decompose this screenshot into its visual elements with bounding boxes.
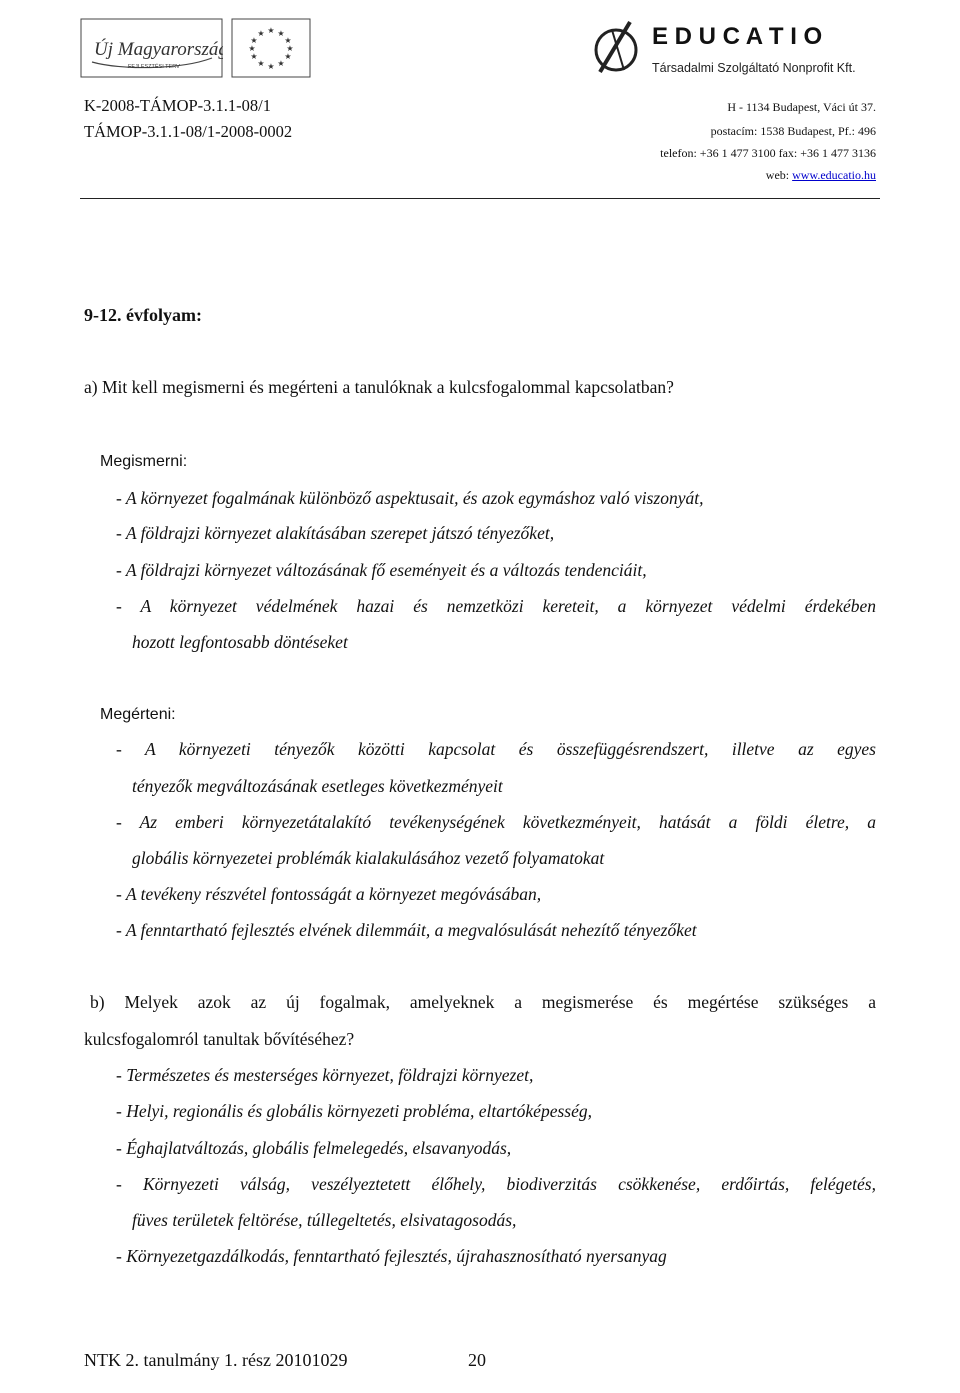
list-item-continued: hozott legfontosabb döntéseket: [132, 632, 348, 652]
megerteni-label: Megérteni:: [100, 706, 176, 723]
svg-text:★: ★: [250, 36, 258, 45]
question-b-line2: kulcsfogalomról tanultak bővítéséhez?: [84, 1029, 355, 1049]
footer-doc-id: NTK 2. tanulmány 1. rész 20101029: [84, 1350, 348, 1370]
svg-text:★: ★: [277, 29, 285, 38]
educatio-wordmark: E D U C A T I O: [652, 23, 823, 50]
svg-text:★: ★: [284, 36, 292, 45]
section-title: 9-12. évfolyam:: [84, 305, 202, 325]
svg-text:★: ★: [257, 59, 265, 68]
svg-text:★: ★: [267, 26, 275, 35]
list-item: - Helyi, regionális és globális környezeti probléma, eltartóképesség,: [116, 1101, 592, 1121]
list-item: - A fenntartható fejlesztés elvének dilemmáit, a megvalósulását nehezítő tényezőket: [116, 920, 697, 940]
address: H - 1134 Budapest, Váci út 37.: [727, 100, 876, 114]
list-item: - A tevékeny részvétel fontosságát a környezet megóvásában,: [116, 884, 542, 904]
list-item: - Az emberi környezetátalakító tevékenységének következményeit, hatását a földi életre, a: [116, 812, 876, 832]
list-item: - A környezet védelmének hazai és nemzetközi kereteit, a környezet védelmi érdekében: [116, 596, 876, 616]
svg-text:★: ★: [257, 29, 265, 38]
web-link[interactable]: www.educatio.hu: [792, 168, 876, 182]
svg-text:★: ★: [284, 52, 292, 61]
phone-fax: telefon: +36 1 477 3100 fax: +36 1 477 3136: [660, 146, 876, 160]
list-item-continued: tényezők megváltozásának esetleges következményeit: [132, 776, 503, 796]
educatio-logo-graphic: [590, 14, 890, 80]
eu-stars-icon: [231, 18, 311, 78]
list-item: - Környezetgazdálkodás, fenntartható fejlesztés, újrahasznosítható nyersanyag: [116, 1246, 667, 1266]
uj-magyarorszag-logo: [80, 18, 223, 78]
svg-text:★: ★: [267, 62, 275, 71]
list-item: - A környezeti tényezők közötti kapcsolat és összefüggésrendszert, illetve az egyes: [116, 739, 876, 759]
postal-address: postacím: 1538 Budapest, Pf.: 496: [710, 124, 876, 138]
educatio-tagline: Társadalmi Szolgáltató Nonprofit Kft.: [652, 61, 856, 75]
question-a: a) Mit kell megismerni és megérteni a tanulóknak a kulcsfogalommal kapcsolatban?: [84, 377, 674, 397]
list-item: - Természetes és mesterséges környezet, földrajzi környezet,: [116, 1065, 534, 1085]
educatio-logo: [590, 14, 890, 80]
svg-text:★: ★: [286, 44, 294, 53]
list-item: - A földrajzi környezet változásának fő eseményeit és a változás tendenciáit,: [116, 560, 647, 580]
svg-text:★: ★: [250, 52, 258, 61]
page-number: 20: [468, 1350, 486, 1370]
uj-magyarorszag-logo-graphic: [80, 18, 223, 78]
list-item: - A környezet fogalmának különböző aspektusait, és azok egymáshoz való viszonyát,: [116, 488, 704, 508]
web-line: [766, 168, 876, 183]
question-b-line1: b) Melyek azok az új fogalmak, amelyeknek a megismerése és megértése szükséges a: [90, 992, 876, 1012]
list-item: - Környezeti válság, veszélyeztetett élőhely, biodiverzitás csökkenése, erdőirtás, felégetés,: [116, 1174, 876, 1194]
uj-logo-text: Új Magyarország: [94, 39, 223, 60]
project-code-1: K-2008-TÁMOP-3.1.1-08/1: [84, 96, 271, 115]
svg-text:★: ★: [248, 44, 256, 53]
svg-text:★: ★: [277, 59, 285, 68]
header-divider: [80, 198, 880, 199]
list-item: - A földrajzi környezet alakításában szerepet játszó tényezőket,: [116, 523, 555, 543]
megismerni-label: Megismerni:: [100, 453, 188, 470]
project-code-2: TÁMOP-3.1.1-08/1-2008-0002: [84, 122, 293, 141]
eu-flag-logo: [231, 18, 311, 78]
list-item: - Éghajlatváltozás, globális felmelegedés, elsavanyodás,: [116, 1138, 512, 1158]
list-item-continued: füves területek feltörése, túllegeltetés, elsivatagosodás,: [132, 1210, 517, 1230]
list-item-continued: globális környezetei problémák kialakulásához vezető folyamatokat: [132, 848, 605, 868]
web-label: web:: [765, 168, 793, 182]
uj-logo-subtext: FEJLESZTÉSI TERV: [128, 64, 180, 70]
